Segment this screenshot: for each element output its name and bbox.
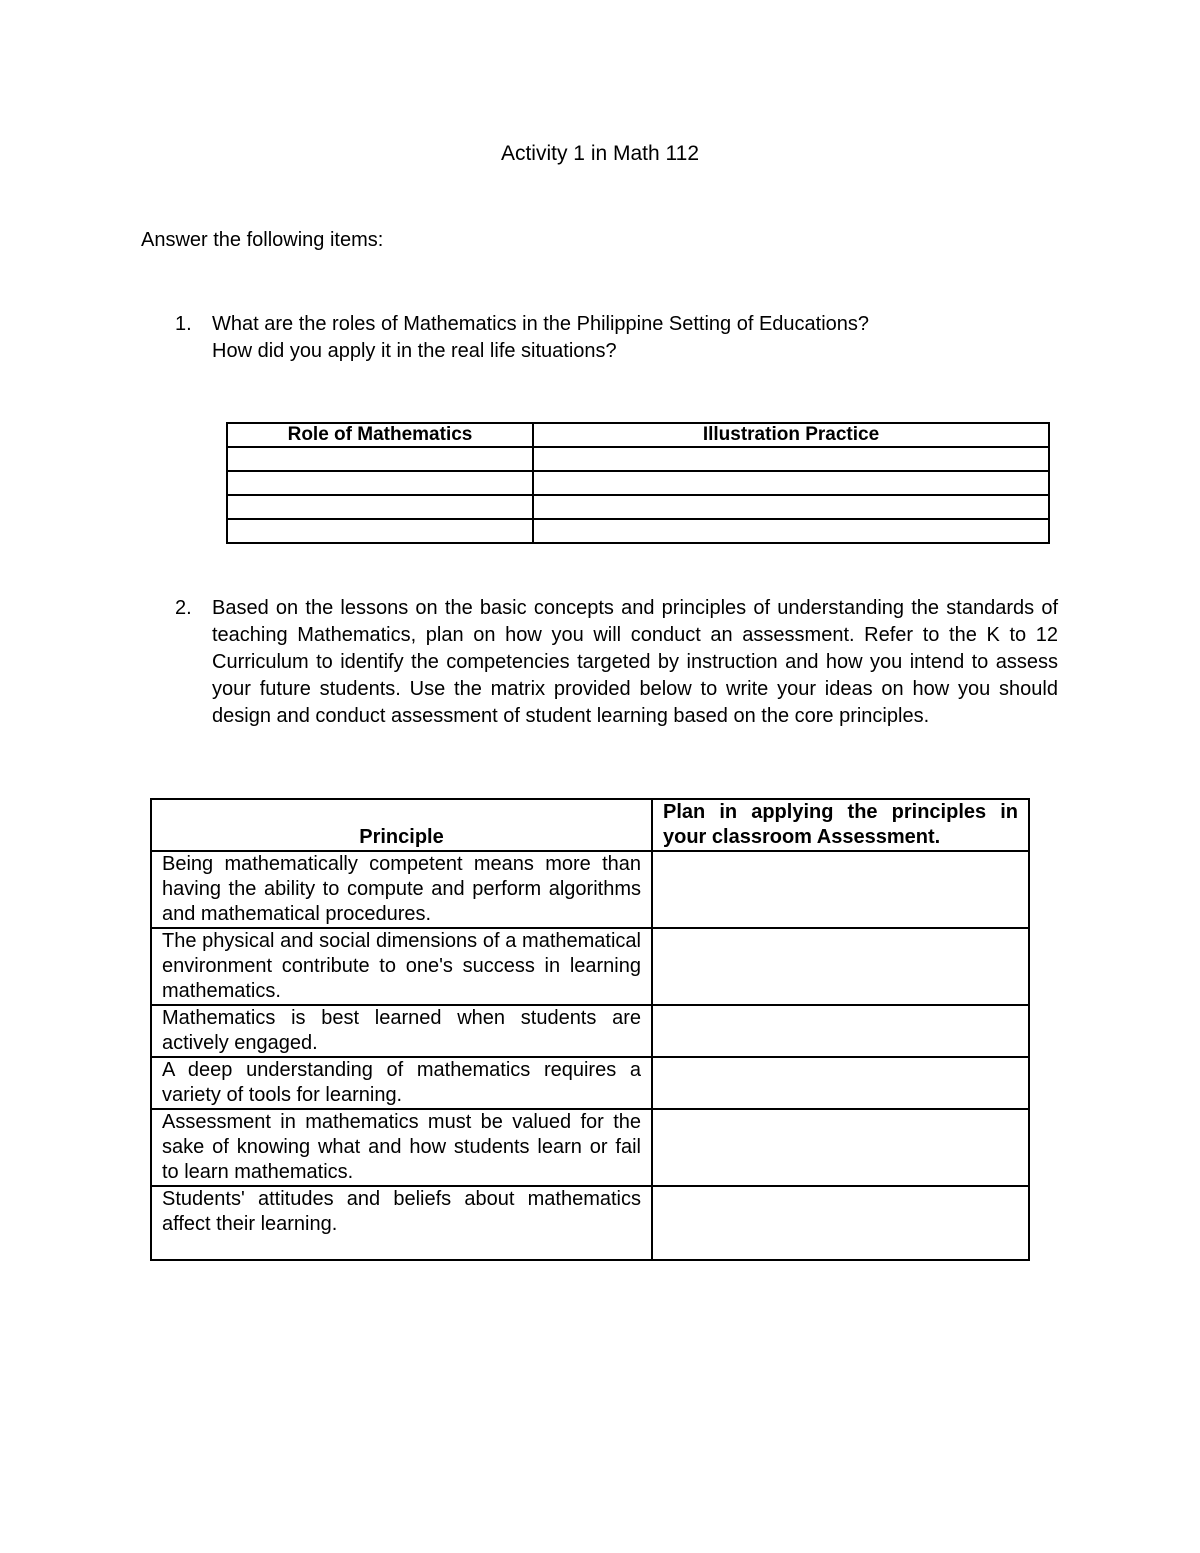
- plan-cell[interactable]: [652, 1057, 1029, 1109]
- plan-cell[interactable]: [652, 1186, 1029, 1260]
- plan-cell[interactable]: [652, 851, 1029, 928]
- question-1-text: [212, 311, 1075, 365]
- table-row: [227, 447, 1049, 471]
- table-row: [151, 1005, 1029, 1057]
- roles-table: [226, 422, 1050, 544]
- instruction-text: Answer the following items:: [141, 229, 384, 251]
- table-row: [227, 519, 1049, 543]
- table-row: [151, 1109, 1029, 1186]
- answer-cell[interactable]: [533, 519, 1049, 543]
- table-row: [227, 471, 1049, 495]
- question-number: 2.: [175, 597, 192, 619]
- principle-cell: Being mathematically competent means more than having the ability to compute and perform algorithms and mathematical procedures.: [151, 851, 652, 928]
- question-1-line-1: What are the roles of Mathematics in the Philippine Setting of Educations?: [212, 313, 870, 335]
- principle-cell: Assessment in mathematics must be valued for the sake of knowing what and how students learn or fail to learn mathematics.: [151, 1109, 652, 1186]
- principle-cell: Mathematics is best learned when students are actively engaged.: [151, 1005, 652, 1057]
- table-row: [227, 495, 1049, 519]
- answer-cell[interactable]: [533, 495, 1049, 519]
- page-title: Activity 1 in Math 112: [500, 142, 700, 165]
- answer-cell[interactable]: [227, 447, 533, 471]
- question-2: [175, 595, 1059, 730]
- principles-header-principle: Principle: [151, 799, 652, 851]
- principle-cell: The physical and social dimensions of a mathematical environment contribute to one's success in learning mathematics.: [151, 928, 652, 1005]
- answer-cell[interactable]: [227, 471, 533, 495]
- principles-header-plan: Plan in applying the principles in your classroom Assessment.: [652, 799, 1029, 851]
- table-row: [151, 1057, 1029, 1109]
- plan-cell[interactable]: [652, 928, 1029, 1005]
- roles-header-role: Role of Mathematics: [227, 423, 533, 447]
- principle-cell: Students' attitudes and beliefs about mathematics affect their learning.: [151, 1186, 652, 1260]
- answer-cell[interactable]: [533, 447, 1049, 471]
- question-1-line-2: How did you apply it in the real life situations?: [212, 340, 617, 362]
- principles-table: [150, 798, 1030, 1261]
- plan-cell[interactable]: [652, 1005, 1029, 1057]
- answer-cell[interactable]: [227, 519, 533, 543]
- answer-cell[interactable]: [533, 471, 1049, 495]
- answer-cell[interactable]: [227, 495, 533, 519]
- table-row: [151, 928, 1029, 1005]
- plan-cell[interactable]: [652, 1109, 1029, 1186]
- table-row: [151, 1186, 1029, 1260]
- roles-header-illustration: Illustration Practice: [533, 423, 1049, 447]
- principle-cell: A deep understanding of mathematics requires a variety of tools for learning.: [151, 1057, 652, 1109]
- question-number: 1.: [175, 313, 192, 335]
- table-row: [151, 851, 1029, 928]
- question-2-text: Based on the lessons on the basic concepts and principles of understanding the standards of teaching Mathematics, plan on how you will conduct an assessment. Refer to the K to 12 Curriculum to identify the competencies targeted by instruction and how you intend to assess your future students. Use the matrix provided below to write your ideas on how you should design and conduct assessment of student learning based on the core principles.: [212, 597, 1058, 727]
- question-1: [175, 311, 1075, 365]
